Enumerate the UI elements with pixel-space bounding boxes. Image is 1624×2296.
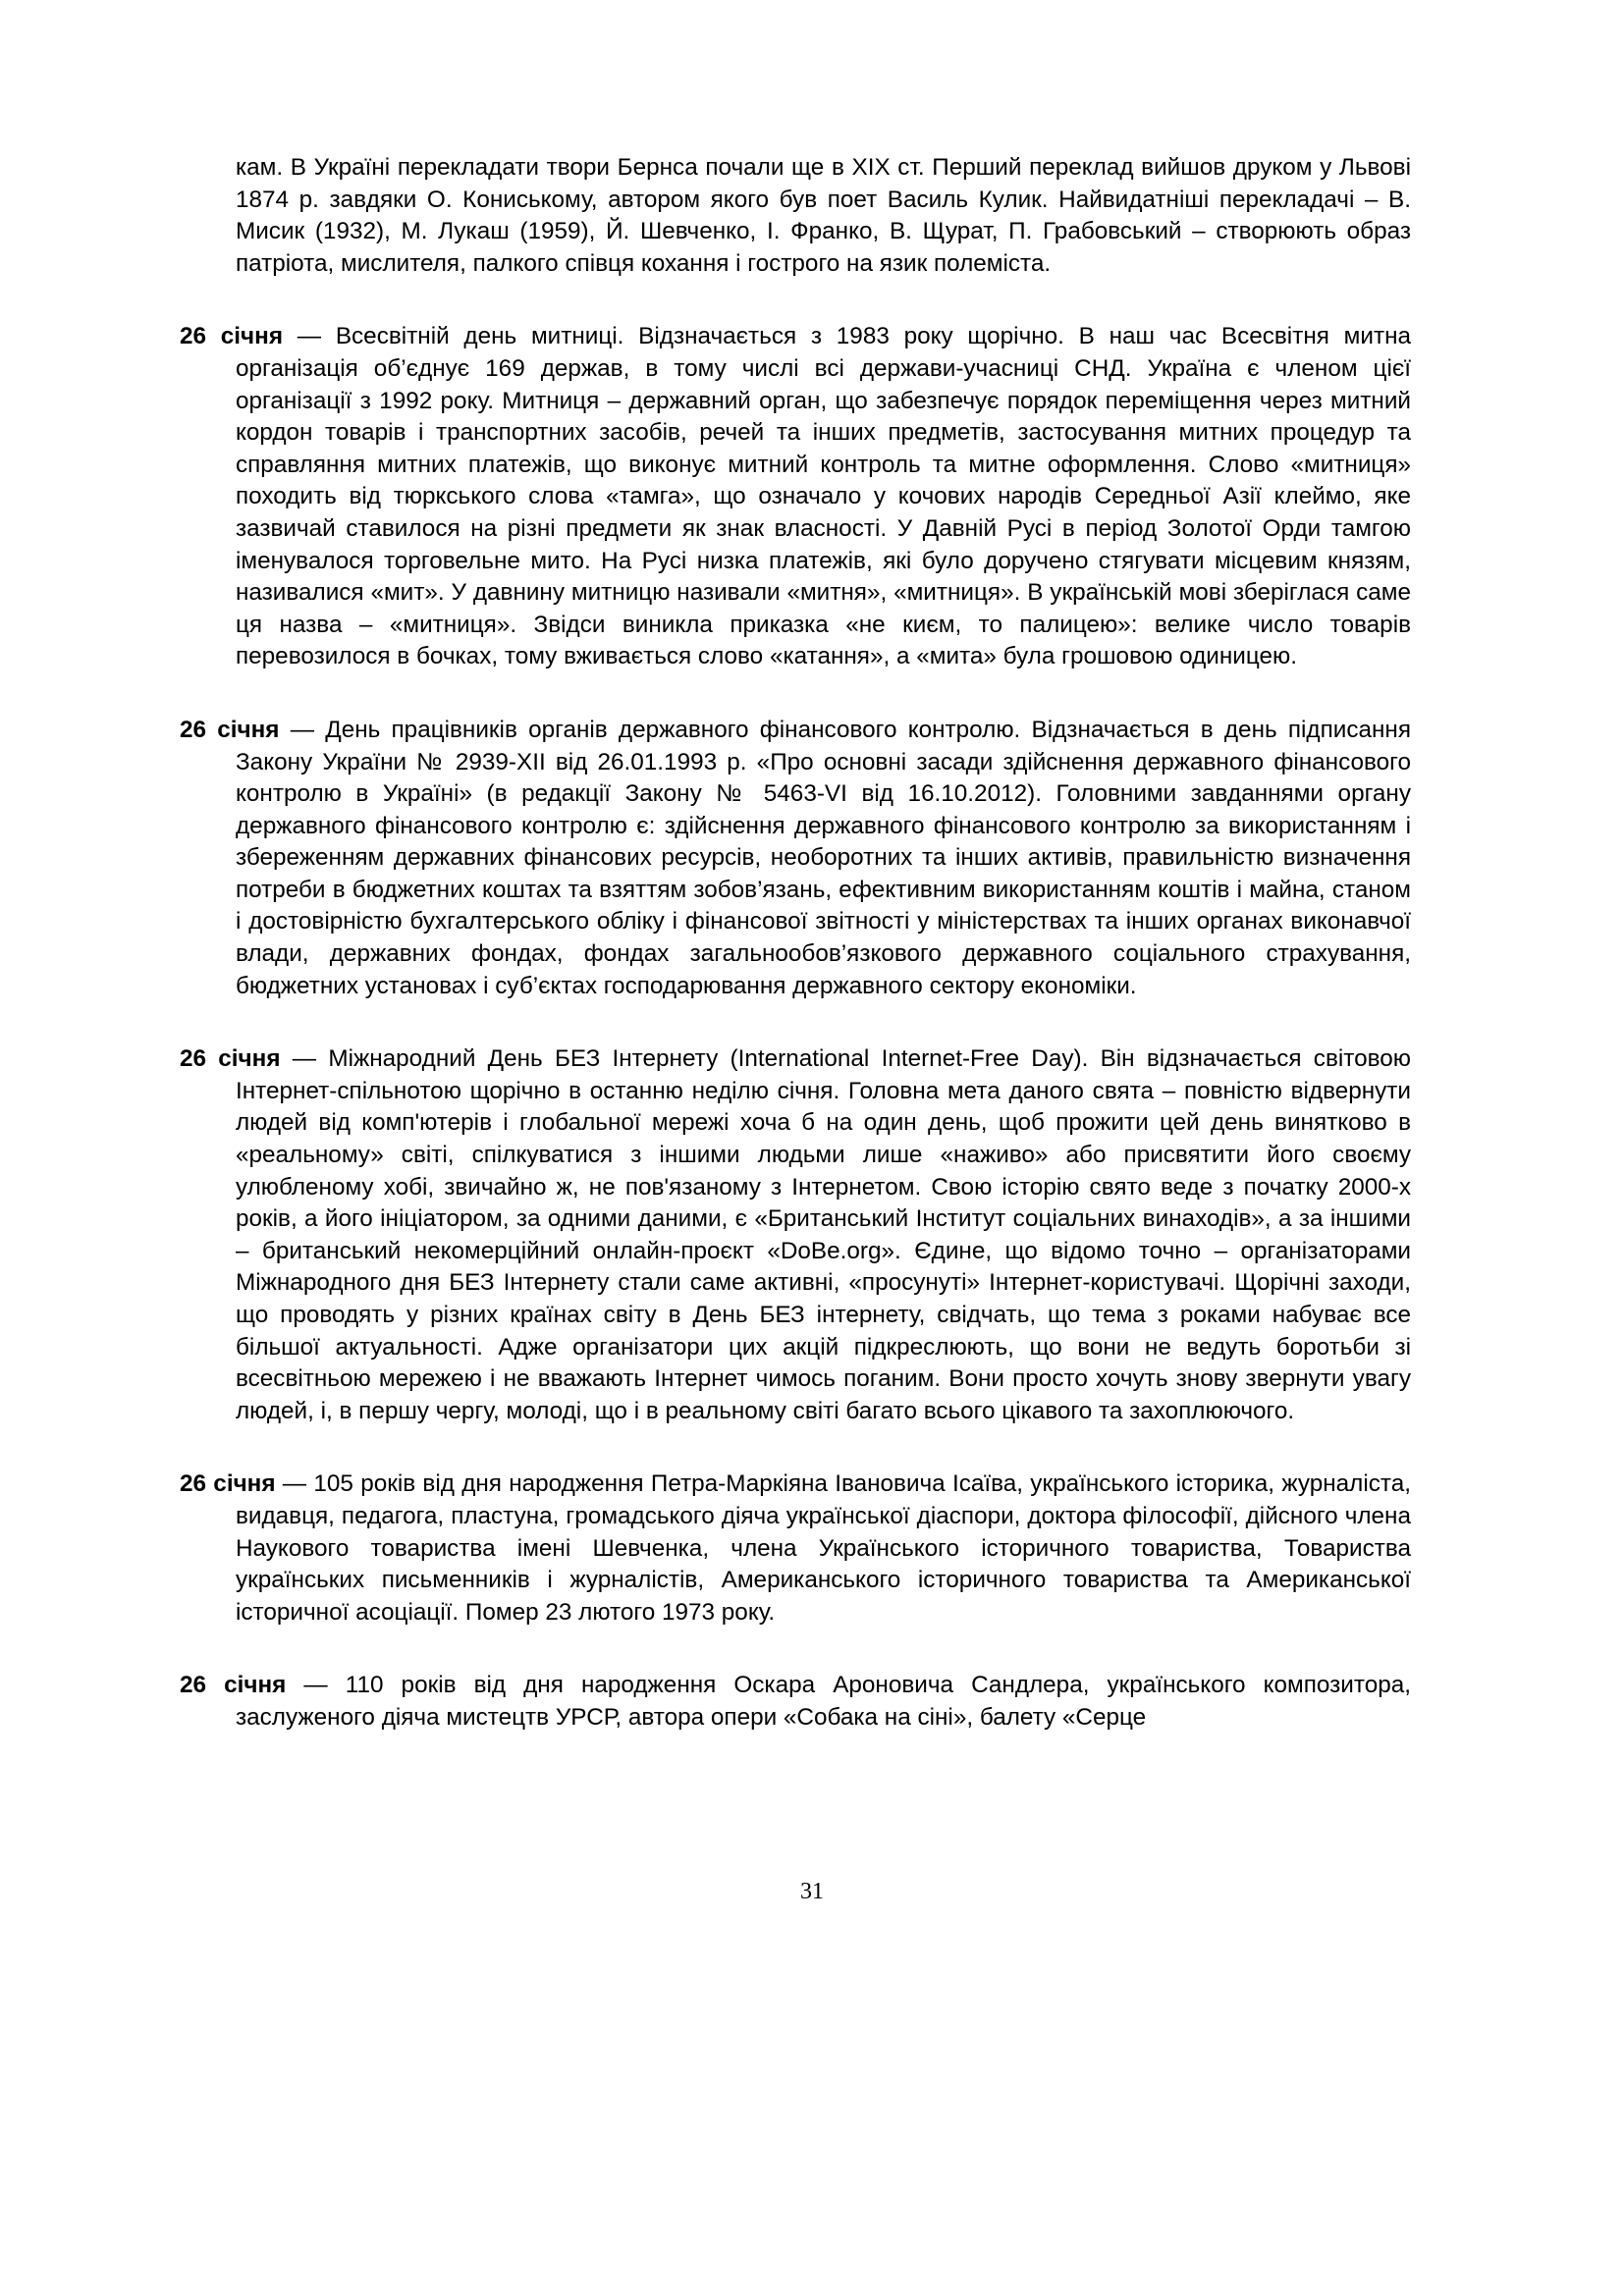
entry-text: — Всесвітній день митниці. Відзначається з 1983 року щорічно. В наш час Всесвітня митна організація об’єднує 169 держав, в тому числі всі держави-учасниці СНД. Україна є членом цієї організації з 1992 року. Митниця – державний орган, що забезпечує порядок переміщення через митний кордон товарів і транспортних засобів, речей та інших предметів, застосування митних процедур та справляння митних платежів, що виконує митний контроль та митне оформлення. Слово «митниця» походить від тюркського слова «тамга», що означало у кочових народів Середньої Азії клеймо, яке зазвичай ставилося на різні предмети як знак власності. У Давній Русі в період Золотої Орди тамгою іменувалося торговельне мито. На Русі низка платежів, які було доручено стягувати місцевим князям, називалися «мит». У давнину митницю називали «митня», «митниця». В українській мові зберіглася саме ця назва – «митниця». Звідси виникла приказка «не києм, то палицею»: велике число товарів перевозилося в бочках, тому вживається слово «катання», а «мита» була грошовою одиницею. xyxy=(236,323,1412,670)
entry-date: 26 січня xyxy=(180,323,284,350)
entry-paragraph xyxy=(180,715,1411,1002)
entry-date: 26 січня xyxy=(180,1470,276,1498)
entry-paragraph xyxy=(180,321,1411,673)
entry-text: — Міжнародний День БЕЗ Інтернету (International Internet-Free Day). Він відзначається світовою Інтернет-спільнотою щорічно в останню неділю січня. Головна мета даного свята – повністю відвернути людей від комп'ютерів і глобальної мережі хоча б на один день, щоб прожити цей день винятково в «реальному» світі, спілкуватися з іншими людьми лише «наживо» або присвятити його своєму улюбленому хобі, звичайно ж, не пов'язаному з Інтернетом. Свою історію свято веде з початку 2000-х років, а його ініціатором, за одними даними, є «Британський Інститут соціальних винаходів», а за іншими – британський некомерційний онлайн-проєкт «DoBe.org». Єдине, що відомо точно – організаторами Міжнародного дня БЕЗ Інтернету стали саме активні, «просунуті» Інтернет-користувачі. Щорічні заходи, що проводять у різних країнах світу в День БЕЗ інтернету, свідчать, що тема з роками набуває все більшої актуальності. Адже організатори цих акцій підкреслюють, що вони не ведуть боротьби зі всесвітньою мережею і не вважають Інтернет чимось поганим. Вони просто хочуть знову звернути увагу людей, і, в першу чергу, молоді, що і в реальному світі багато всього цікавого та захоплюючого. xyxy=(236,1045,1411,1424)
page-number: 31 xyxy=(800,1879,824,1904)
entry-text: — 110 років від дня народження Оскара Ароновича Сандлера, українського композитора, заслуженого діяча мистецтв УРСР, автора опери «Собака на сіні», балету «Серце xyxy=(236,1672,1411,1731)
entry-date: 26 січня xyxy=(180,1045,281,1073)
intro-paragraph: кам. В Україні перекладати твори Бернса почали ще в XIX ст. Перший переклад вийшов друком у Львові 1874 р. завдяки О. Кониському, автором якого був поет Василь Кулик. Найвидатніші перекладачі – В. Мисик (1932), М. Лукаш (1959), Й. Шевченко, І. Франко, В. Щурат, П. Грабовський – створюють образ патріота, мислителя, палкого співця кохання і гострого на язик полеміста. xyxy=(236,154,1411,277)
page-content xyxy=(180,152,1411,1735)
entry-text: — День працівників органів державного фінансового контролю. Відзначається в день підписання Закону України № 2939-XII від 26.01.1993 р. «Про основні засади здійснення державного фінансового контролю в Україні» (в редакції Закону № 5463-VI від 16.10.2012). Головними завданнями органу державного фінансового контролю є: здійснення державного фінансового контролю за використанням і збереженням державних фінансових ресурсів, необоротних та інших активів, правильністю визначення потреби в бюджетних коштах та взяттям зобов’язань, ефективним використанням коштів і майна, станом і достовірністю бухгалтерського обліку і фінансової звітності у міністерствах та інших органах виконавчої влади, державних фондах, фондах загальнообов’язкового державного соціального страхування, бюджетних установах і суб’єктах господарювання державного сектору економіки. xyxy=(236,716,1411,999)
entry-paragraph xyxy=(180,1670,1411,1734)
entry-text: — 105 років від дня народження Петра-Маркіяна Івановича Ісаїва, українського історика, журналіста, видавця, педагога, пластуна, громадського діяча української діаспори, доктора філософії, дійсного члена Наукового товариства імені Шевченка, члена Українського історичного товариства, Товариства українських письменників і журналістів, Американського історичного товариства та Американської історичної асоціації. Помер 23 лютого 1973 року. xyxy=(236,1470,1411,1626)
entry-paragraph xyxy=(180,1043,1411,1427)
entry-paragraph xyxy=(180,1468,1411,1629)
entry-date: 26 січня xyxy=(180,716,280,743)
entry-date: 26 січня xyxy=(180,1672,287,1699)
